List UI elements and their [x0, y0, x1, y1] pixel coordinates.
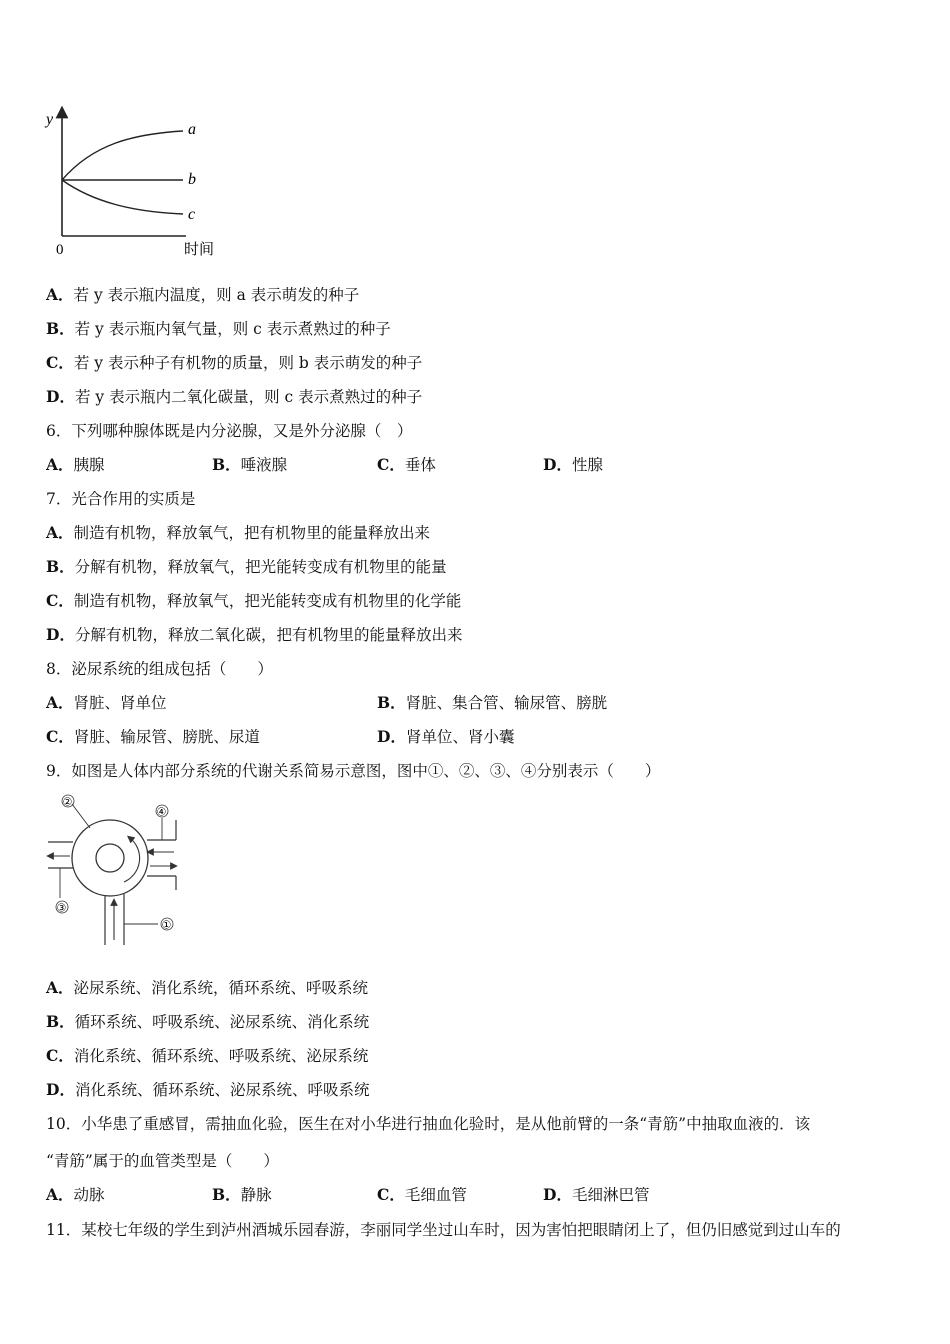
label-4: ④: [156, 806, 167, 819]
y-axis-label: y: [46, 111, 54, 128]
q10-option-a: A．动脉: [46, 1185, 105, 1204]
q5-option-b: B．若 y 表示瓶内氧气量，则 c 表示煮熟过的种子: [46, 319, 391, 338]
q6-option-d: D．性腺: [543, 455, 603, 474]
q6-stem: 6．下列哪种腺体既是内分泌腺，又是外分泌腺（ ）: [46, 422, 413, 440]
growth-curve-graph: [38, 104, 238, 256]
q5-option-a: A．若 y 表示瓶内温度，则 a 表示萌发的种子: [46, 285, 360, 304]
label-2: ②: [62, 796, 73, 809]
curve-b-label: b: [188, 171, 196, 188]
q10-stem-line1: 10．小华患了重感冒，需抽血化验，医生在对小华进行抽血化验时，是从他前臂的一条“青筋”中抽取血液的．该: [46, 1115, 811, 1133]
curve-c-label: c: [188, 206, 196, 223]
origin-label: 0: [56, 242, 64, 256]
curve-a-label: a: [188, 121, 196, 138]
q8-option-c: C．肾脏、输尿管、膀胱、尿道: [46, 727, 260, 746]
label-3: ③: [56, 902, 67, 915]
q10-option-c: C．毛细血管: [377, 1185, 467, 1204]
flow-arrow-curve: [124, 838, 140, 882]
q8-option-d: D．肾单位、肾小囊: [377, 727, 515, 746]
q9-option-c: C．消化系统、循环系统、呼吸系统、泌尿系统: [46, 1046, 369, 1065]
circulation-ring-inner: [96, 844, 124, 872]
curve-a: [62, 131, 183, 180]
q10-option-b: B．静脉: [212, 1185, 272, 1204]
q8-stem: 8．泌尿系统的组成包括（ ）: [46, 660, 273, 678]
q10-option-d: D．毛细淋巴管: [543, 1185, 650, 1204]
q5-option-c: C．若 y 表示种子有机物的质量，则 b 表示萌发的种子: [46, 353, 423, 372]
q8-option-b: B．肾脏、集合管、输尿管、膀胱: [377, 693, 608, 712]
q6-option-b: B．唾液腺: [212, 455, 288, 474]
q7-option-a: A．制造有机物，释放氧气，把有机物里的能量释放出来: [46, 523, 431, 542]
q11-stem-line1: 11．某校七年级的学生到泸州酒城乐园春游，李丽同学坐过山车时，因为害怕把眼睛闭上了，但仍旧感觉到过山车的: [46, 1221, 841, 1239]
circulation-ring-outer: [72, 820, 148, 896]
label-1: ①: [161, 919, 172, 932]
q5-option-d: D．若 y 表示瓶内二氧化碳量，则 c 表示煮熟过的种子: [46, 387, 423, 406]
curve-c: [62, 180, 183, 214]
q9-stem: 9．如图是人体内部分系统的代谢关系简易示意图，图中①、②、③、④分别表示（ ）: [46, 762, 661, 780]
q9-option-b: B．循环系统、呼吸系统、泌尿系统、消化系统: [46, 1012, 370, 1031]
q10-stem-line2: “青筋”属于的血管类型是（ ）: [46, 1152, 279, 1170]
q7-option-c: C．制造有机物，释放氧气，把光能转变成有机物里的化学能: [46, 591, 462, 610]
q7-option-b: B．分解有机物，释放氧气，把光能转变成有机物里的能量: [46, 557, 447, 576]
q9-option-d: D．消化系统、循环系统、泌尿系统、呼吸系统: [46, 1080, 370, 1099]
q9-option-a: A．泌尿系统、消化系统，循环系统、呼吸系统: [46, 978, 369, 997]
q6-option-c: C．垂体: [377, 455, 436, 474]
q7-option-d: D．分解有机物，释放二氧化碳，把有机物里的能量释放出来: [46, 625, 463, 644]
metabolism-diagram: [40, 790, 190, 950]
x-axis-label: 时间: [184, 242, 215, 256]
q8-option-a: A．肾脏、肾单位: [46, 693, 167, 712]
q7-stem: 7．光合作用的实质是: [46, 490, 196, 508]
q6-option-a: A．胰腺: [46, 455, 105, 474]
